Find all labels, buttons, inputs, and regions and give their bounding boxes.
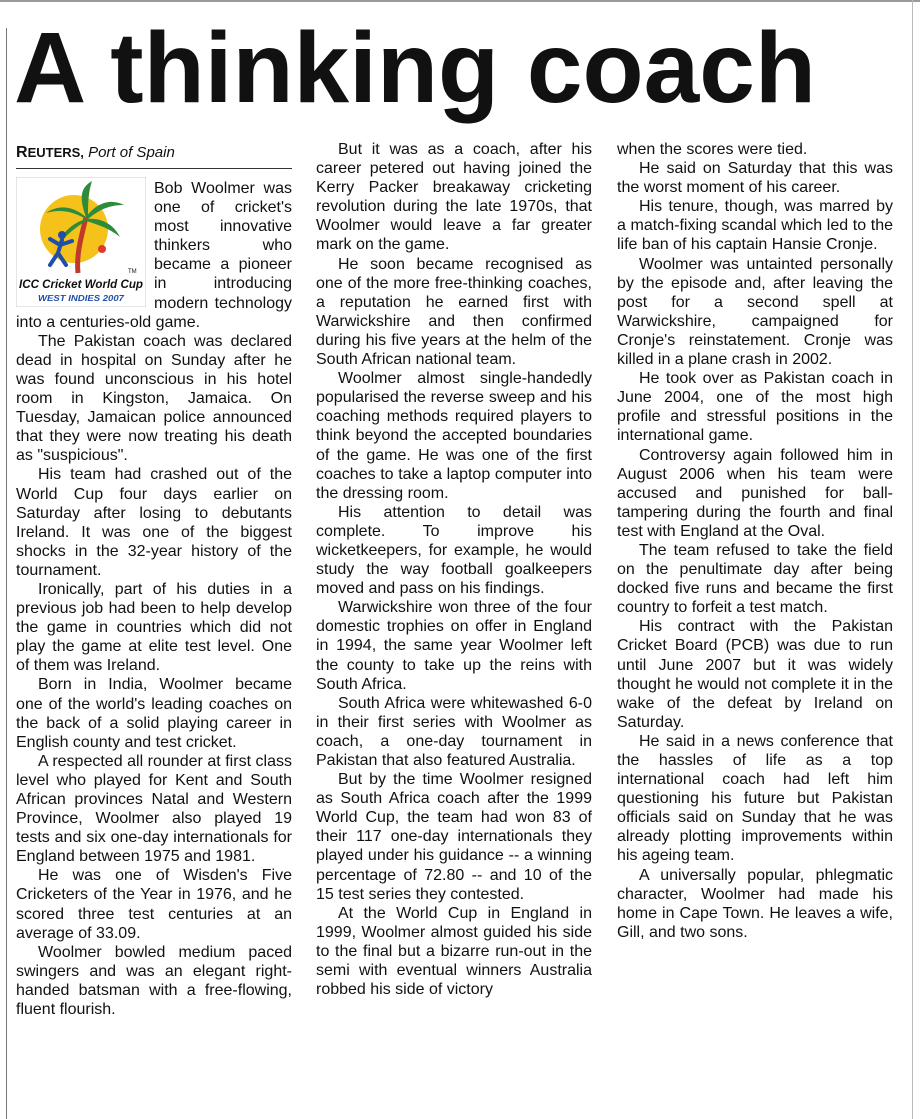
paragraph-15: But by the time Woolmer resigned as South Africa coach after the 1999 World Cup, the team had won 83 of their 117 one-day internationals they played under his guidance -- a winning percentage of 72.80 -- and 10 of the 15 test series they contested.: [316, 771, 592, 903]
paragraph-14: South Africa were whitewashed 6-0 in their first series with Woolmer as coach, a one-day tournament in Pakistan that also featured Australia.: [316, 694, 592, 769]
paragraph-5: Born in India, Woolmer became one of the world's leading coaches on the back of a solid playing career in English county and test cricket.: [16, 676, 292, 751]
paragraph-17: He said on Saturday that this was the worst moment of his career.: [617, 160, 893, 197]
paragraph-25: A universally popular, phlegmatic character, Woolmer had made his home in Cape Town. He leaves a wife, Gill, and two sons.: [617, 866, 893, 941]
page-right-rule: [912, 0, 913, 1119]
page-top-rule: [0, 0, 920, 2]
paragraph-19: Woolmer was untainted personally by the episode and, after leaving the post for a second spell at Warwickshire, campaigned for Cronje's reinstatement. Cronje was killed in a plane crash in 2002.: [617, 255, 893, 369]
paragraph-13: Warwickshire won three of the four domestic trophies on offer in England in 1994, the same year Woolmer left the county to take up the reins with South Africa.: [316, 599, 592, 693]
paragraph-8: Woolmer bowled medium paced swingers and was an elegant right-handed batsman with a free-flowing, fluent flourish.: [16, 943, 292, 1019]
page-left-rule: [6, 28, 7, 1119]
paragraph-4: Ironically, part of his duties in a previous job had been to help develop the game in countries which did not play the game at elite test level. One of them was Ireland.: [16, 580, 292, 675]
paragraph-1: Bob Woolmer was one of cricket's most innovative thinkers who became a pioneer in introducing modern technology into a centuries-old game.: [16, 180, 292, 331]
paragraph-7: He was one of Wisden's Five Cricketers of the Year in 1976, and he scored three test centuries at an average of 33.09.: [16, 867, 292, 942]
paragraph-18: His tenure, though, was marred by a match-fixing scandal which led to the life ban of his captain Hansie Cronje.: [617, 198, 893, 254]
headline: A thinking coach: [14, 12, 816, 124]
paragraph-20: He took over as Pakistan coach in June 2004, one of the most high profile and stressful positions in the international game.: [617, 370, 893, 445]
paragraph-9: But it was as a coach, after his career petered out having joined the Kerry Packer breakaway cricketing revolution during the late 1970s, that Woolmer would leave a far greater mark on the game.: [316, 141, 592, 254]
paragraph-10: He soon became recognised as one of the more free-thinking coaches, a reputation he earned first with Warwickshire and then confirmed during his five years at the helm of the South African national team.: [316, 255, 592, 369]
paragraph-11: Woolmer almost single-handedly popularised the reverse sweep and his coaching methods required players to think beyond the accepted boundaries of the game. He was one of the first coaches to take a laptop computer into the dressing room.: [316, 370, 592, 502]
logo-ball: [98, 245, 106, 253]
article-column-1: [16, 140, 292, 1019]
logo-tm: TM: [128, 269, 137, 275]
paragraph-16-continued: when the scores were tied.: [617, 141, 808, 158]
byline-place: Port of Spain: [88, 144, 175, 161]
article-column-3: [617, 140, 893, 942]
article-column-2: [316, 140, 592, 999]
paragraph-12: His attention to detail was complete. To improve his wicketkeepers, for example, he would study the way football goalkeepers moved and pass on his findings.: [316, 503, 592, 598]
paragraph-22: The team refused to take the field on the penultimate day after being docked five runs and became the first country to forfeit a test match.: [617, 541, 893, 617]
byline-source: REUTERS,: [16, 144, 84, 161]
paragraph-3: His team had crashed out of the World Cup four days earlier on Saturday after losing to debutants Ireland. It was one of the biggest shocks in the 32-year history of the tournament.: [16, 466, 292, 579]
paragraph-24: He said in a news conference that the hassles of life as a top international coach had left him questioning his future but Pakistan officials said on Sunday that he was already plotting improvements within his ageing team.: [617, 732, 893, 865]
byline: [16, 144, 292, 169]
paragraph-21: Controversy again followed him in August 2006 when his team were accused and punished for ball-tampering during the fourth and final test with England at the Oval.: [617, 446, 893, 540]
world-cup-logo: [16, 177, 146, 307]
paragraph-6: A respected all rounder at first class level who played for Kent and South African provinces Natal and Western Province, Woolmer also played 19 tests and six one-day internationals for England between 1975 and 1981.: [16, 752, 292, 866]
paragraph-16: At the World Cup in England in 1999, Woolmer almost guided his side to the final but a bizarre run-out in the semi with eventual winners Australia robbed his side of victory: [316, 904, 592, 999]
paragraph-23: His contract with the Pakistan Cricket Board (PCB) was due to run until June 2007 but it was widely thought he would not complete it in the wake of the defeat by Ireland on Saturday.: [617, 618, 893, 731]
logo-subtitle: WEST INDIES 2007: [38, 293, 126, 303]
paragraph-2: The Pakistan coach was declared dead in hospital on Sunday after he was found unconscious in his hotel room in Kingston, Jamaica. On Tuesday, Jamaican police announced that they were now treating his death as "suspicious".: [16, 332, 292, 465]
logo-title: ICC Cricket World Cup: [19, 279, 143, 291]
